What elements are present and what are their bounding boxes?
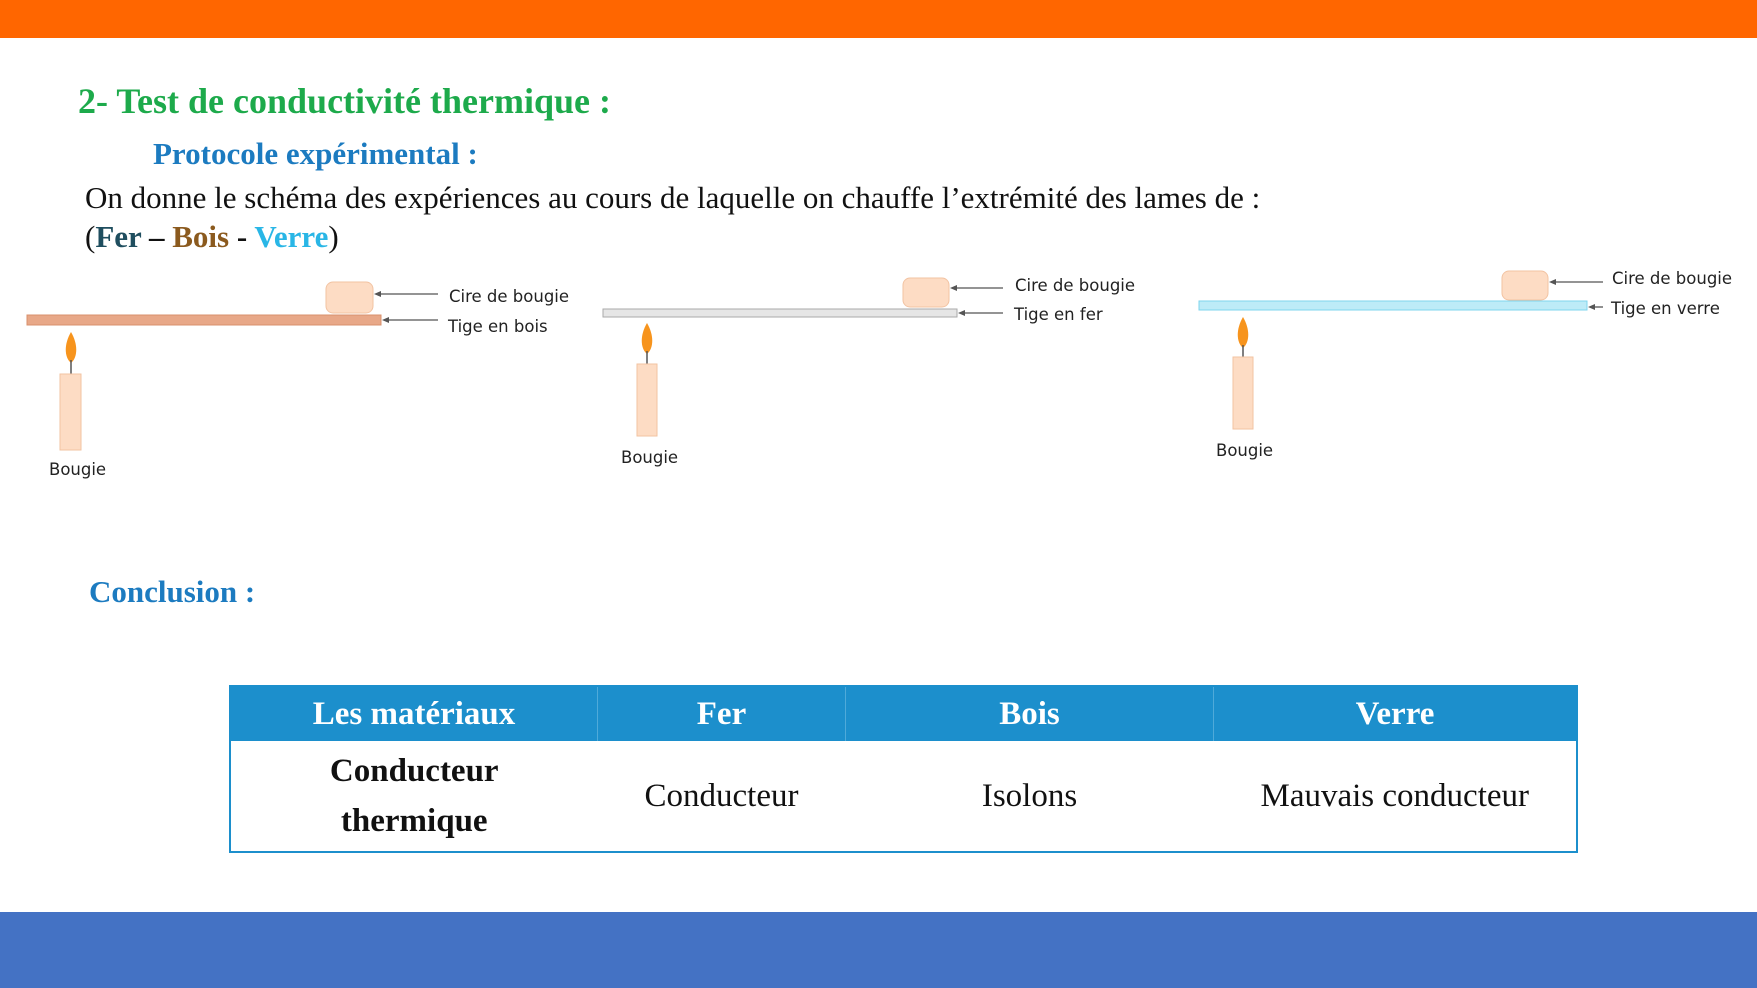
cell-verre: Mauvais conducteur [1260,777,1529,814]
section-heading: 2- Test de conductivité thermique : [78,81,611,121]
cell-bois: Isolons [981,777,1078,814]
rod-label: Tige en verre [1611,299,1720,318]
material-bois: Bois [172,219,230,254]
row-label [230,741,598,852]
diagram-bois [0,270,580,490]
material-fer: Fer [95,219,142,254]
wax-block [1502,271,1548,300]
header-verre: Verre [1214,686,1578,741]
diagram-verre [1170,260,1757,480]
row-label-line1: Conducteur [329,753,499,789]
row-label-line2: thermique [340,803,488,839]
wax-block [326,282,373,313]
paren-open: ( [85,219,96,254]
arrow-head [950,285,957,291]
protocol-subheading: Protocole expérimental : [153,136,478,171]
candle-label: Bougie [1216,441,1274,460]
intro-text: On donne le schéma des expériences au cours de laquelle on chauffe l’extrémité des lames de : [85,180,1261,215]
table-row [230,741,1577,852]
rod-verre [1199,301,1587,310]
top-banner [0,0,1757,38]
arrow-head [958,310,965,316]
arrow-head [1588,304,1595,310]
flame-icon [66,332,77,363]
experiment-bois [0,270,580,490]
arrow-head [1549,279,1556,285]
wax-label: Cire de bougie [449,287,570,306]
wax-block [903,278,949,307]
arrow-head [382,317,389,323]
rod-label: Tige en bois [448,317,548,336]
arrow-head [374,291,381,297]
cell-fer: Conducteur [644,777,799,814]
header-materials: Les matériaux [230,686,598,741]
conclusion-heading: Conclusion : [89,574,256,609]
wax-label: Cire de bougie [1015,276,1136,295]
rod-bois [27,315,381,325]
diagram-fer [580,270,1160,490]
rod-label: Tige en fer [1014,305,1103,324]
candle-body [637,364,657,436]
header-bois: Bois [846,686,1214,741]
bottom-banner [0,912,1757,988]
material-verre: Verre [254,219,329,254]
candle-label: Bougie [49,460,107,479]
table-header-row [230,686,1577,741]
results-table [229,685,1578,853]
candle-body [1233,357,1253,429]
experiment-fer [580,270,1160,490]
materials-line [85,219,339,255]
rod-fer [603,309,957,317]
wax-label: Cire de bougie [1612,269,1733,288]
separator: – [141,219,173,254]
flame-icon [642,323,653,354]
separator: - [229,219,255,254]
candle-label: Bougie [621,448,679,467]
header-fer: Fer [598,686,846,741]
paren-close: ) [328,219,339,254]
candle-body [60,374,81,450]
experiment-verre [1170,260,1757,480]
flame-icon [1238,317,1249,348]
conductivity-table [229,685,1578,853]
